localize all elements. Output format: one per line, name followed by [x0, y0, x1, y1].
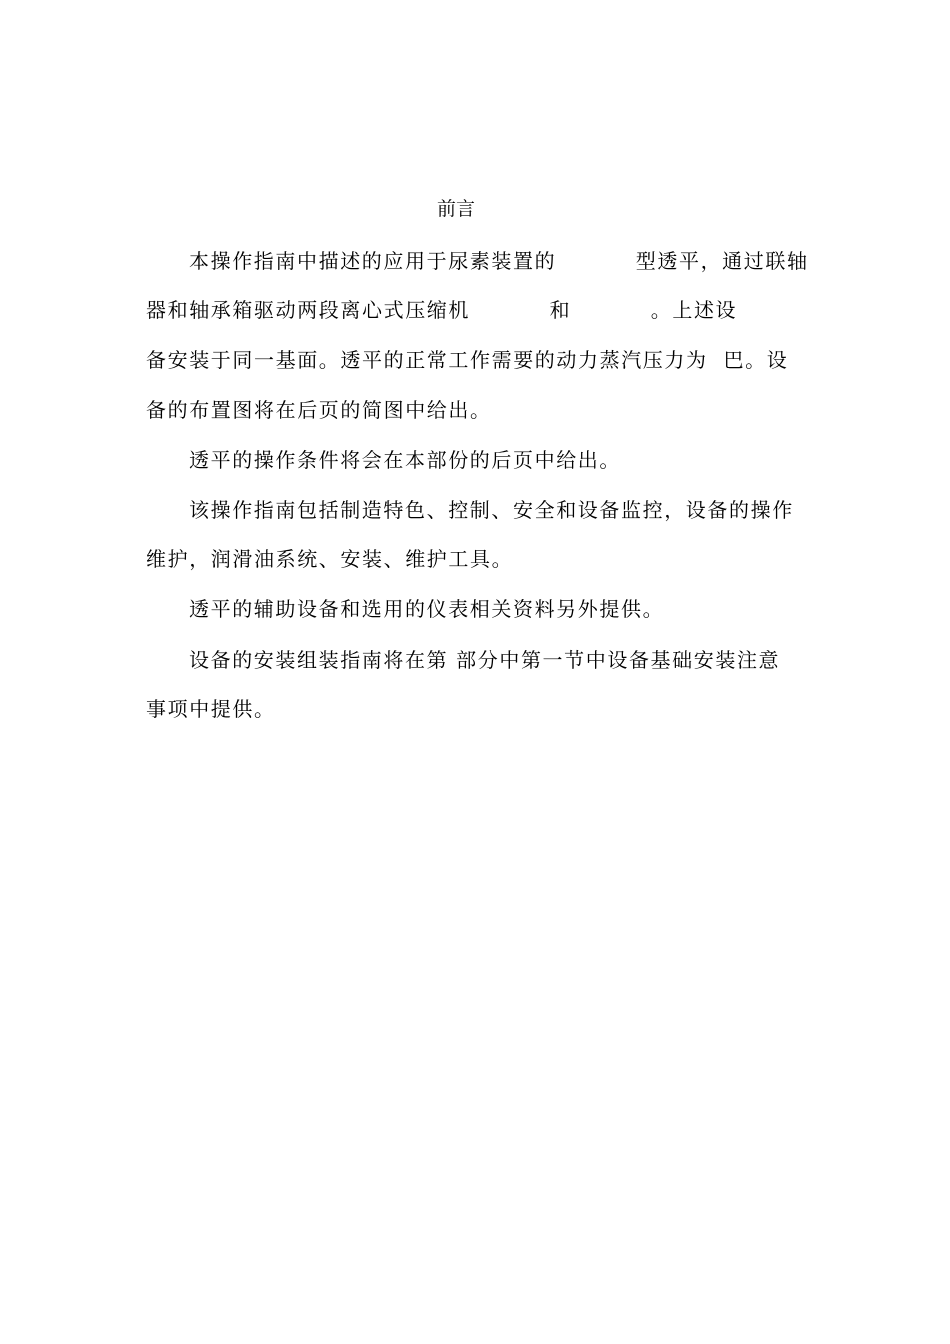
paragraph-5-line-2: 事项中提供。 — [146, 697, 276, 721]
page-heading: 前言 — [436, 198, 475, 220]
paragraph-1-line-4: 备的布置图将在后页的简图中给出。 — [146, 398, 492, 422]
paragraph-1-line-2: 器和轴承箱驱动两段离心式压缩机 和 。上述设 — [146, 298, 738, 322]
paragraph-5-line-1: 设备的安装组装指南将在第 部分中第一节中设备基础安装注意 — [189, 648, 781, 672]
paragraph-1-line-1: 本操作指南中描述的应用于尿素装置的 型透平，通过联轴 — [189, 249, 809, 273]
paragraph-3-line-1: 该操作指南包括制造特色、控制、安全和设备监控，设备的操作 — [189, 498, 794, 522]
paragraph-1-line-3: 备安装于同一基面。透平的正常工作需要的动力蒸汽压力为 巴。设 — [146, 348, 789, 372]
paragraph-3-line-2: 维护，润滑油系统、安装、维护工具。 — [146, 547, 514, 571]
paragraph-2-line-1: 透平的操作条件将会在本部份的后页中给出。 — [189, 448, 621, 472]
paragraph-4-line-1: 透平的辅助设备和选用的仪表相关资料另外提供。 — [189, 597, 665, 621]
